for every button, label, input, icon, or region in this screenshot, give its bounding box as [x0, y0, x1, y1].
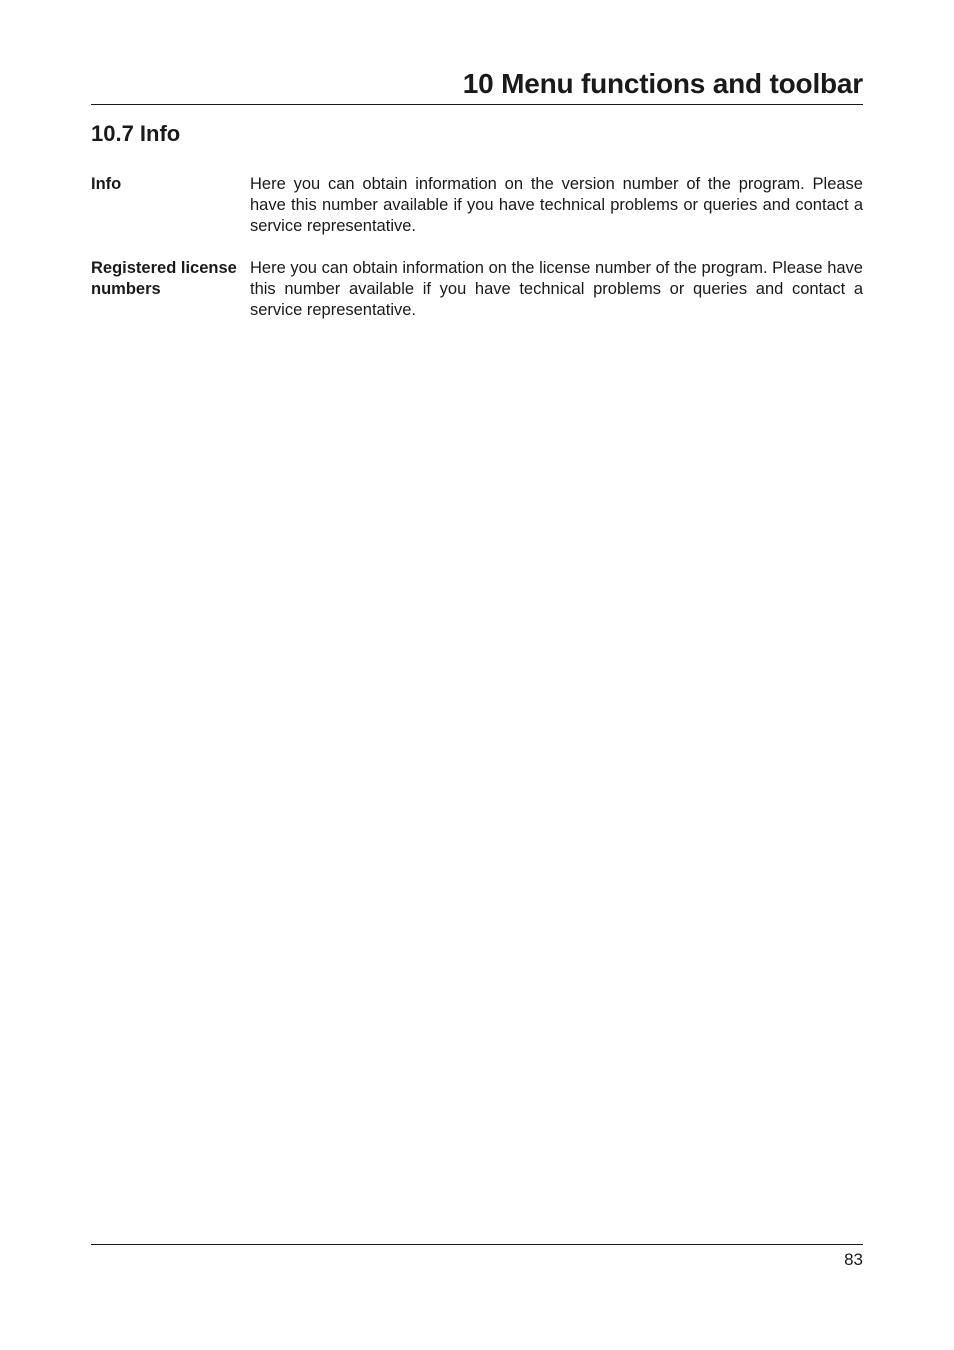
entry-term: Info [91, 175, 122, 193]
section-title: 10.7 Info [91, 121, 181, 146]
entry-description: Here you can obtain information on the version number of the program. Please have this number available if you have technical problems or queries and contact a service representative. [250, 175, 863, 235]
entry-term: Registered license numbers [91, 259, 237, 298]
page-footer [91, 1244, 863, 1269]
page-header [91, 62, 863, 105]
page-number: 83 [844, 1250, 863, 1269]
chapter-title: 10 Menu functions and toolbar [462, 68, 863, 99]
entry-description: Here you can obtain information on the license number of the program. Please have this number available if you have technical problems or queries and contact a service representative. [250, 259, 863, 319]
